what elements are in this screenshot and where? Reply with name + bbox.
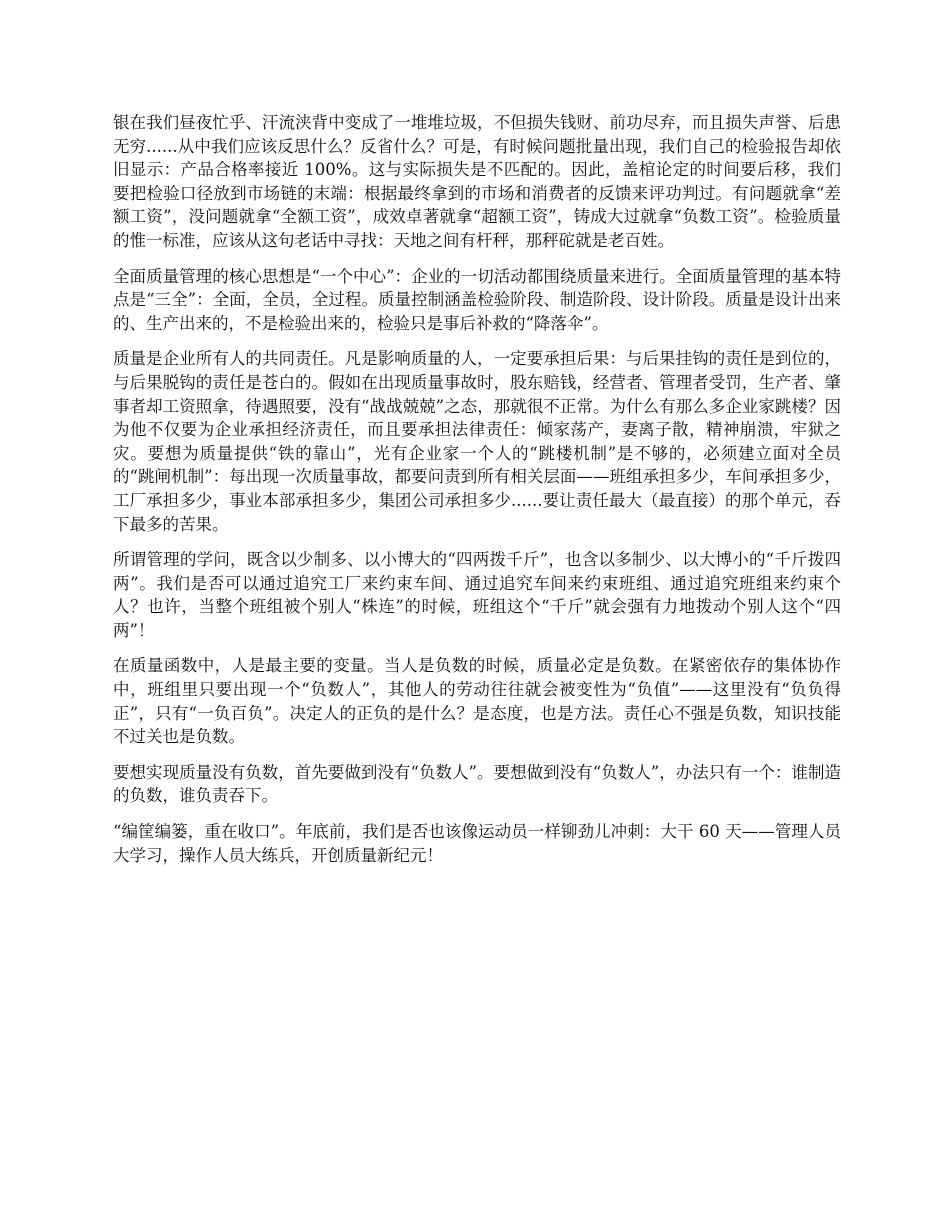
paragraph-1: 银在我们昼夜忙乎、汗流浃背中变成了一堆堆垃圾，不但损失钱财、前功尽弃，而且损失声誉、后患无穷......从中我们应该反思什么？反省什么？可是，有时候问题批量出现，我们自己的检验报告却依旧显示：产品合格率接近 100%。这与实际损失是不匹配的。因此，盖棺论定的时间要后移，我们要把检验口径放到市场链的末端：根据最终拿到的市场和消费者的反馈来评功判过。有问题就拿“差额工资”，没问题就拿“全额工资”，成效卓著就拿“超额工资”，铸成大过就拿“负数工资”。检验质量的惟一标准，应该从这句老话中寻找：天地之间有杆秤，那秤砣就是老百姓。 [113,113,841,250]
paragraph-7: “编筐编篓，重在收口”。年底前，我们是否也该像运动员一样铆劲儿冲刺：大干 60 天——管理人员大学习，操作人员大练兵，开创质量新纪元！ [113,822,841,865]
paragraph-3: 质量是企业所有人的共同责任。凡是影响质量的人，一定要承担后果：与后果挂钩的责任是到位的，与后果脱钩的责任是苍白的。假如在出现质量事故时，股东赔钱，经营者、管理者受罚，生产者、肇事者却工资照拿，待遇照要，没有“战战兢兢”之态，那就很不正常。为什么有那么多企业家跳楼？因为他不仅要为企业承担经济责任，而且要承担法律责任：倾家荡产，妻离子散，精神崩溃，牢狱之灾。要想为质量提供“铁的靠山”，光有企业家一个人的“跳楼机制”是不够的，必须建立面对全员的“跳闸机制”：每出现一次质量事故，都要问责到所有相关层面——班组承担多少，车间承担多少，工厂承担多少，事业本部承担多少，集团公司承担多少......要让责任最大（最直接）的那个单元，吞下最多的苦果。 [113,349,841,534]
paragraph-6: 要想实现质量没有负数，首先要做到没有“负数人”。要想做到没有“负数人”，办法只有一个：谁制造的负数，谁负责吞下。 [113,762,841,806]
paragraph-2: 全面质量管理的核心思想是“一个中心”：企业的一切活动都围绕质量来进行。全面质量管理的基本特点是“三全”：全面，全员，全过程。质量控制涵盖检验阶段、制造阶段、设计阶段。质量是设计出来的、生产出来的，不是检验出来的，检验只是事后补救的“降落伞”。 [113,266,841,333]
paragraph-4: 所谓管理的学问，既含以少制多、以小博大的“四两拨千斤”，也含以多制少、以大博小的“千斤拨四两”。我们是否可以通过追究工厂来约束车间、通过追究车间来约束班组、通过追究班组来约束个人？也许，当整个班组被个别人“株连”的时候，班组这个“千斤”就会强有力地拨动个别人这个“四两”！ [113,550,841,640]
document-body [113,111,841,879]
paragraph-5: 在质量函数中，人是最主要的变量。当人是负数的时候，质量必定是负数。在紧密依存的集体协作中，班组里只要出现一个“负数人”，其他人的劳动往往就会被变性为“负值”——这里没有“负负得正”，只有“一负百负”。决定人的正负的是什么？是态度，也是方法。责任心不强是负数，知识技能不过关也是负数。 [113,656,841,747]
